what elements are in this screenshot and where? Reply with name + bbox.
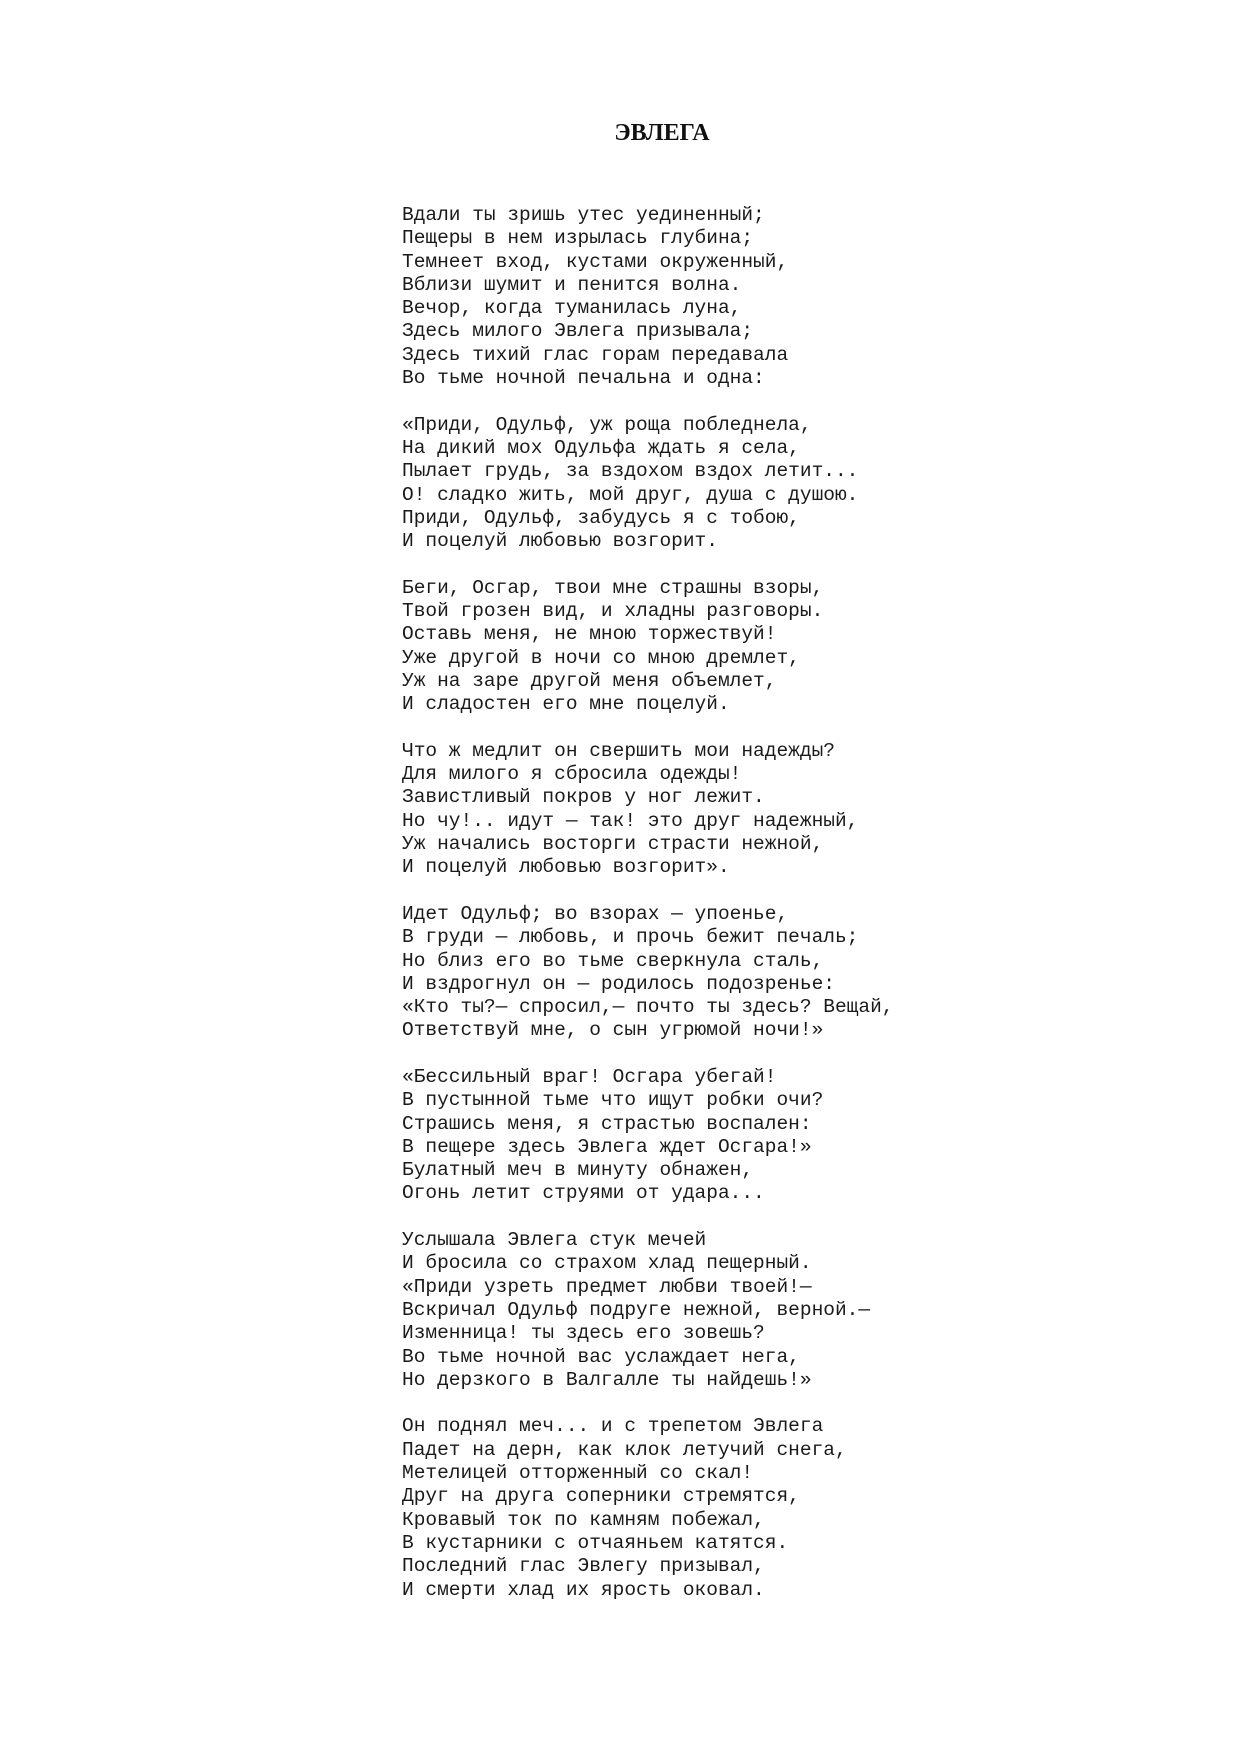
- poem-line: Он поднял меч... и с трепетом Эвлега: [402, 1415, 824, 1438]
- poem-line: Во тьме ночной печальна и одна:: [402, 367, 765, 390]
- poem-line: Что ж медлит он свершить мои надежды?: [402, 739, 835, 762]
- poem-line: Оставь меня, не мною торжествуй!: [402, 623, 777, 646]
- poem-line: Булатный меч в минуту обнажен,: [402, 1159, 754, 1182]
- poem-line: В пустынной тьме что ищут робки очи?: [402, 1089, 824, 1112]
- poem-line: Кровавый ток по камням побежал,: [402, 1508, 765, 1531]
- poem-line: Здесь милого Эвлега призывала;: [402, 320, 754, 343]
- poem-line: В кустарники с отчаяньем катятся.: [402, 1531, 789, 1554]
- poem-line: Ответствуй мне, о сын угрюмой ночи!»: [402, 1019, 824, 1042]
- poem-line: Уж на заре другой меня объемлет,: [402, 669, 777, 692]
- poem-line: Беги, Осгар, твои мне страшны взоры,: [402, 576, 824, 599]
- poem-line: Здесь тихий глас горам передавала: [402, 343, 789, 366]
- poem-body: [402, 204, 1222, 1625]
- poem-line: И бросила со страхом хлад пещерный.: [402, 1252, 812, 1275]
- poem-line: «Бессильный враг! Осгара убегай!: [402, 1065, 777, 1088]
- poem-line: И смерти хлад их ярость оковал.: [402, 1578, 765, 1601]
- poem-line: О! сладко жить, мой друг, душа с душою.: [402, 483, 859, 506]
- poem-line: В пещере здесь Эвлега ждет Осгара!»: [402, 1135, 812, 1158]
- poem-line: И поцелуй любовью возгорит.: [402, 530, 718, 553]
- poem-line: И поцелуй любовью возгорит».: [402, 856, 730, 879]
- stanza: [402, 414, 1222, 554]
- poem-line: Падет на дерн, как клок летучий снега,: [402, 1438, 847, 1461]
- poem-line: Вечор, когда туманилась луна,: [402, 297, 742, 320]
- stanza: [402, 204, 1222, 390]
- poem-line: Пылает грудь, за вздохом вздох летит...: [402, 460, 859, 483]
- poem-line: На дикий мох Одульфа ждать я села,: [402, 436, 800, 459]
- poem-line: Идет Одульф; во взорах — упоенье,: [402, 902, 789, 925]
- poem-line: И сладостен его мне поцелуй.: [402, 693, 730, 716]
- poem-line: Изменница! ты здесь его зовешь?: [402, 1322, 765, 1345]
- stanza: [402, 1415, 1222, 1601]
- stanza: [402, 1229, 1222, 1392]
- poem-line: Метелицей отторженный со скал!: [402, 1462, 754, 1485]
- poem-line: Для милого я сбросила одежды!: [402, 763, 742, 786]
- poem-line: «Приди узреть предмет любви твоей!—: [402, 1275, 812, 1298]
- stanza: [402, 903, 1222, 1043]
- poem-line: Завистливый покров у ног лежит.: [402, 786, 765, 809]
- poem-line: Но дерзкого в Валгалле ты найдешь!»: [402, 1368, 812, 1391]
- poem-line: Приди, Одульф, забудусь я с тобою,: [402, 506, 800, 529]
- poem-line: «Кто ты?— спросил,— почто ты здесь? Вещай,: [402, 996, 894, 1019]
- poem-line: Услышала Эвлега стук мечей: [402, 1229, 707, 1252]
- poem-line: Вдали ты зришь утес уединенный;: [402, 204, 765, 226]
- poem-line: Уже другой в ночи со мною дремлет,: [402, 646, 800, 669]
- poem-line: Твой грозен вид, и хладны разговоры.: [402, 600, 824, 623]
- poem-line: Темнеет вход, кустами окруженный,: [402, 250, 789, 273]
- poem-line: Пещеры в нем изрылась глубина;: [402, 227, 754, 250]
- stanza: [402, 740, 1222, 880]
- poem-line: Страшись меня, я страстью воспален:: [402, 1112, 812, 1135]
- stanza: [402, 1066, 1222, 1206]
- poem-line: Последний глас Эвлегу призывал,: [402, 1555, 765, 1578]
- poem-line: Во тьме ночной вас услаждает нега,: [402, 1345, 800, 1368]
- poem-line: Уж начались восторги страсти нежной,: [402, 833, 824, 856]
- poem-line: Вблизи шумит и пенится волна.: [402, 273, 742, 296]
- poem-line: Вскричал Одульф подруге нежной, верной.—: [402, 1298, 871, 1321]
- poem-title: ЭВЛЕГА: [614, 120, 710, 146]
- poem-line: В груди — любовь, и прочь бежит печаль;: [402, 926, 859, 949]
- poem-line: Но близ его во тьме сверкнула сталь,: [402, 949, 824, 972]
- poem-line: «Приди, Одульф, уж роща побледнела,: [402, 413, 812, 436]
- poem-line: Огонь летит струями от удара...: [402, 1182, 765, 1205]
- stanza: [402, 577, 1222, 717]
- poem-line: Друг на друга соперники стремятся,: [402, 1485, 800, 1508]
- poem-line: И вздрогнул он — родилось подозренье:: [402, 972, 835, 995]
- poem-line: Но чу!.. идут — так! это друг надежный,: [402, 809, 859, 832]
